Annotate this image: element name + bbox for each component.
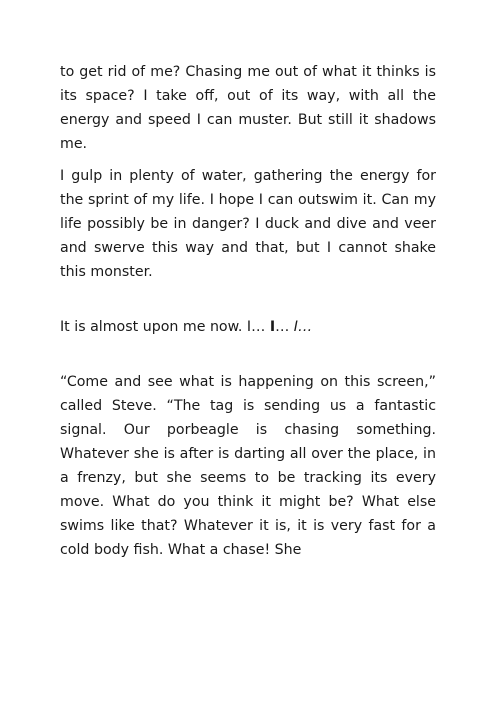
paragraph-chased: to get rid of me? Chasing me out of what it thinks is its space? I take off, out of its way, with all the energy and speed I can muster. But still it shadows me. [60, 64, 436, 152]
upon-me-mid: … [275, 319, 294, 335]
upon-me-italic: I… [293, 319, 313, 335]
upon-me-bold: I [269, 319, 276, 335]
upon-me-lead: It is almost upon me now. I… [60, 319, 270, 335]
paragraph-upon-me [60, 315, 436, 339]
paragraph-sprint: I gulp in plenty of water, gathering the energy for the sprint of my life. I hope I can outswim it. Can my life possibly be in danger? I duck and dive and veer and swerve this way and that, but I cannot shake this monster. [60, 168, 436, 280]
paragraph-steve: “Come and see what is happening on this screen,” called Steve. “The tag is sending us a fantastic signal. Our porbeagle is chasing something. Whatever she is after is darting all over the place, in a frenzy, but she seems to be tracking its every move. What do you think it might be? What else swims like that? Whatever it is, it is very fast for a cold body fish. What a chase! She [60, 374, 436, 558]
